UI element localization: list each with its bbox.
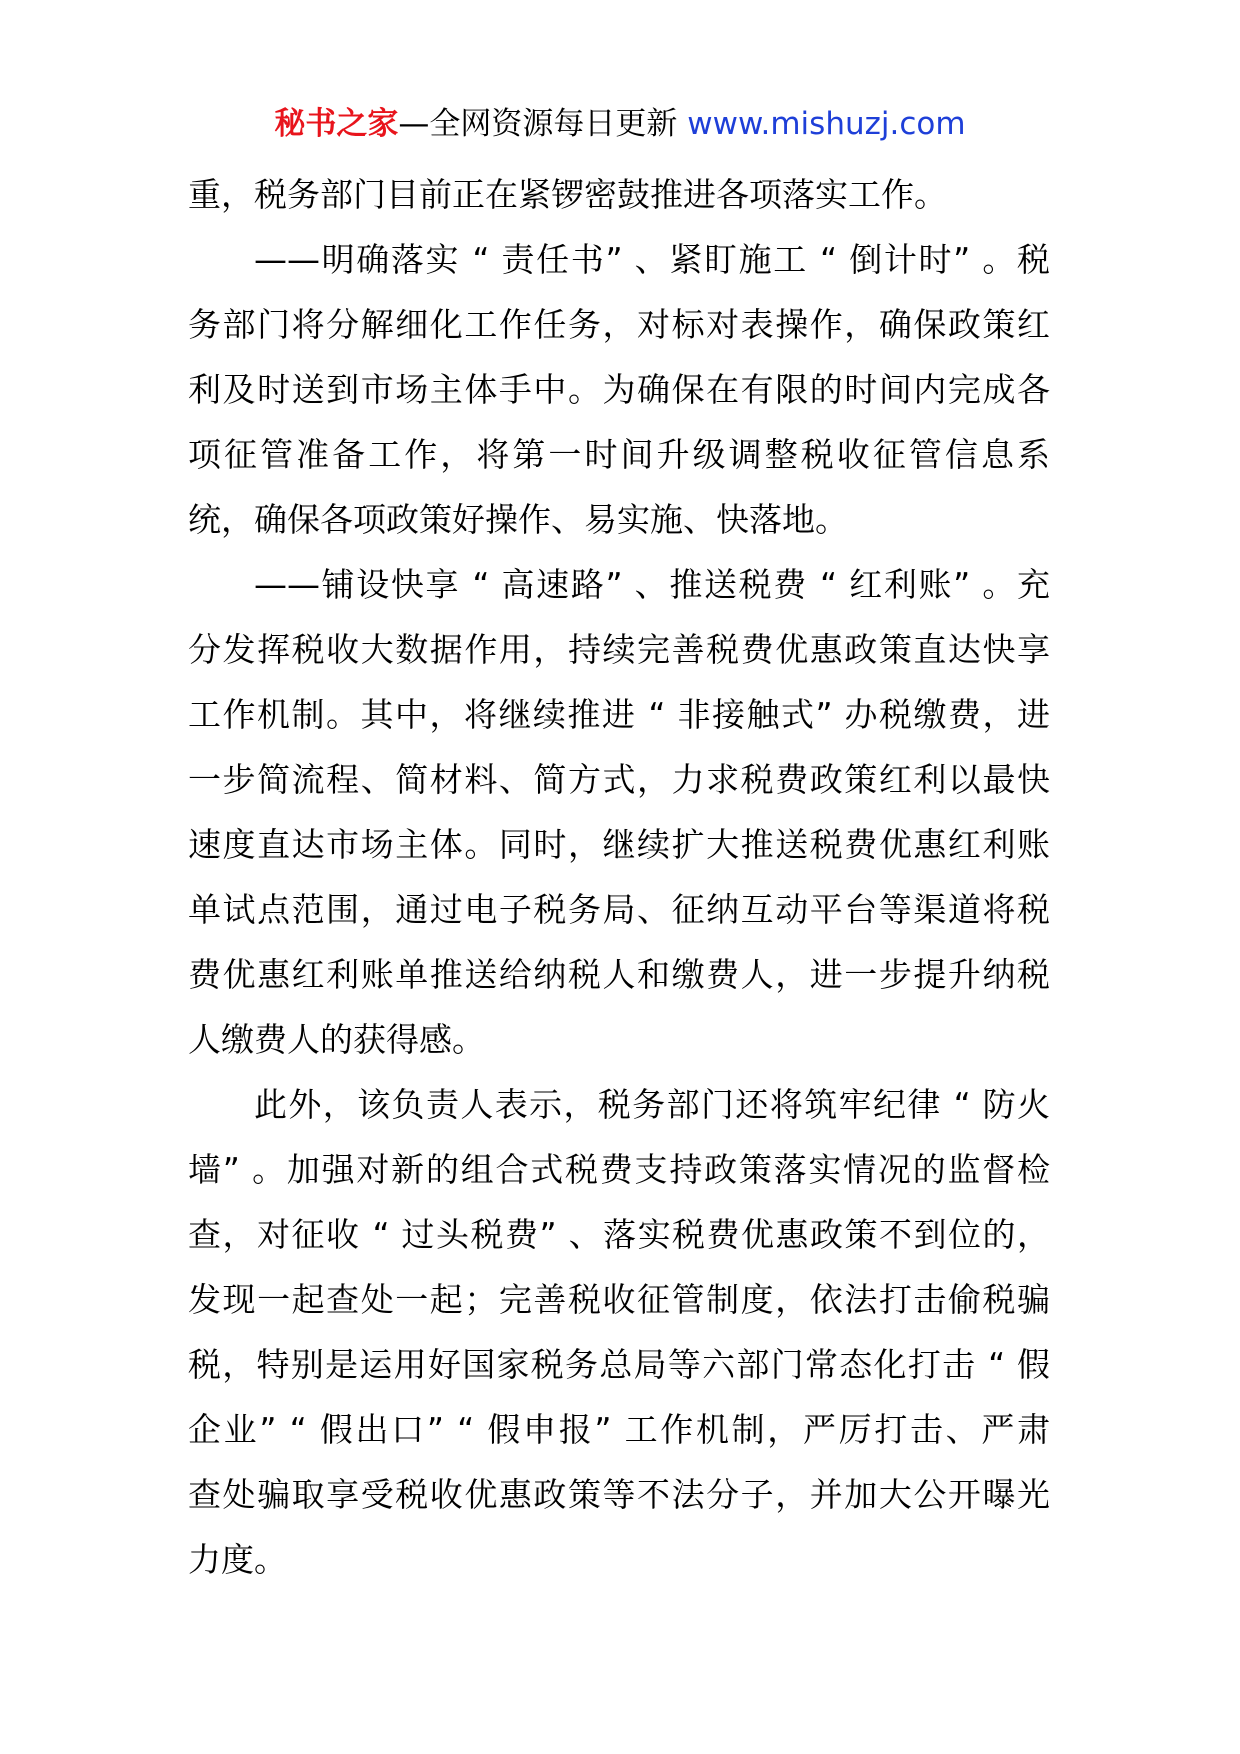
text-line: 发现一起查处一起；完善税收征管制度，依法打击偷税骗 xyxy=(188,1280,1050,1319)
text-line: 企业” “ 假出口” “ 假申报” 工作机制，严厉打击、严肃 xyxy=(188,1410,1050,1449)
text-line: 此外，该负责人表示，税务部门还将筑牢纪律 “ 防火 xyxy=(254,1085,1050,1124)
header-url-link[interactable]: www.mishuzj.com xyxy=(687,106,966,142)
text-line: 工作机制。其中，将继续推进 “ 非接触式” 办税缴费，进 xyxy=(188,695,1050,734)
site-header xyxy=(0,102,1240,146)
text-line: 查，对征收 “ 过头税费” 、落实税费优惠政策不到位的， xyxy=(188,1215,1050,1254)
text-line: 力度。 xyxy=(188,1540,287,1579)
text-line: 墙” 。加强对新的组合式税费支持政策落实情况的监督检 xyxy=(188,1150,1050,1189)
text-line: 分发挥税收大数据作用，持续完善税费优惠政策直达快享 xyxy=(188,630,1050,669)
text-line: 速度直达市场主体。同时，继续扩大推送税费优惠红利账 xyxy=(188,825,1050,864)
text-line: ——铺设快享 “ 高速路” 、推送税费 “ 红利账” 。充 xyxy=(254,565,1050,604)
text-line: 费优惠红利账单推送给纳税人和缴费人，进一步提升纳税 xyxy=(188,955,1050,994)
text-line: 一步简流程、简材料、简方式，力求税费政策红利以最快 xyxy=(188,760,1050,799)
text-line: 利及时送到市场主体手中。为确保在有限的时间内完成各 xyxy=(188,370,1050,409)
document-body xyxy=(188,162,1050,1592)
header-brand: 秘书之家 xyxy=(274,106,399,142)
text-line: 人缴费人的获得感。 xyxy=(188,1020,485,1059)
header-slogan: —全网资源每日更新 xyxy=(398,106,688,142)
text-line: ——明确落实 “ 责任书” 、紧盯施工 “ 倒计时” 。税 xyxy=(254,240,1050,279)
text-line: 项征管准备工作，将第一时间升级调整税收征管信息系 xyxy=(188,435,1050,474)
text-line: 查处骗取享受税收优惠政策等不法分子，并加大公开曝光 xyxy=(188,1475,1050,1514)
text-line: 重，税务部门目前正在紧锣密鼓推进各项落实工作。 xyxy=(188,175,947,214)
text-line: 统，确保各项政策好操作、易实施、快落地。 xyxy=(188,500,848,539)
text-line: 税，特别是运用好国家税务总局等六部门常态化打击 “ 假 xyxy=(188,1345,1050,1384)
text-line: 务部门将分解细化工作任务，对标对表操作，确保政策红 xyxy=(188,305,1050,344)
text-line: 单试点范围，通过电子税务局、征纳互动平台等渠道将税 xyxy=(188,890,1050,929)
